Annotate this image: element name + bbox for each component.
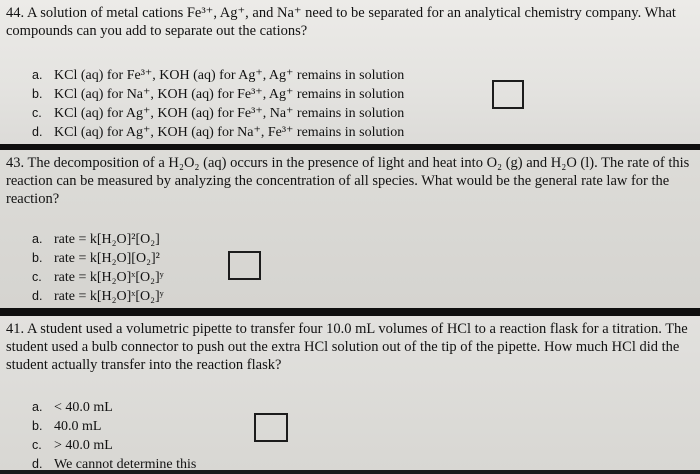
- option-text: rate = k[H₂O]²[O₂]: [54, 232, 160, 247]
- option-letter: c.: [32, 270, 42, 284]
- question-43-stem: [6, 150, 694, 208]
- question-44-stem: [6, 0, 694, 40]
- option-text: 40.0 mL: [54, 419, 102, 434]
- option-43-a: [32, 230, 164, 249]
- option-letter: c.: [32, 438, 42, 452]
- option-letter: b.: [32, 251, 43, 265]
- option-44-a: [32, 66, 404, 85]
- question-44-number: 44.: [6, 5, 25, 21]
- question-41-stem: [6, 316, 694, 374]
- option-44-d: [32, 123, 404, 142]
- question-41-text: A student used a volumetric pipette to transfer four 10.0 mL volumes of HCl to a reaction flask for a titration. The student used a bulb connector to push out the extra HCl solution out of the tip of the pipette. How much HCl did the student actually transfer into the reaction flask?: [6, 321, 688, 373]
- option-44-c: [32, 104, 404, 123]
- option-43-d: [32, 287, 164, 306]
- option-text: KCl (aq) for Na⁺, KOH (aq) for Fe³⁺, Ag⁺ remains in solution: [54, 87, 405, 102]
- option-text: > 40.0 mL: [54, 438, 113, 453]
- option-letter: a.: [32, 68, 43, 82]
- answer-box-43[interactable]: [228, 251, 261, 280]
- option-text: We cannot determine this: [54, 457, 197, 472]
- option-letter: d.: [32, 125, 43, 139]
- option-43-c: [32, 268, 164, 287]
- option-letter: a.: [32, 232, 43, 246]
- option-text: KCl (aq) for Fe³⁺, KOH (aq) for Ag⁺, Ag⁺ remains in solution: [54, 68, 405, 83]
- question-41-panel: [0, 316, 700, 470]
- divider: [0, 308, 700, 316]
- option-letter: a.: [32, 400, 43, 414]
- option-text: KCl (aq) for Ag⁺, KOH (aq) for Na⁺, Fe³⁺ remains in solution: [54, 125, 405, 140]
- option-text: rate = k[H₂O]ˣ[O₂]ʸ: [54, 289, 164, 304]
- answer-box-44[interactable]: [492, 80, 524, 109]
- option-44-b: [32, 85, 404, 104]
- option-letter: b.: [32, 87, 43, 101]
- option-41-a: [32, 398, 196, 417]
- question-44-panel: [0, 0, 700, 144]
- option-text: rate = k[H₂O]ˣ[O₂]ʸ: [54, 270, 164, 285]
- question-44-text: A solution of metal cations Fe³⁺, Ag⁺, and Na⁺ need to be separated for an analytical chemistry company. What compounds can you add to separate out the cations?: [6, 5, 676, 39]
- option-43-b: [32, 249, 164, 268]
- option-letter: c.: [32, 106, 42, 120]
- question-41-number: 41.: [6, 321, 25, 337]
- question-41-options: [32, 398, 196, 474]
- question-44-options: [32, 66, 404, 142]
- answer-box-41[interactable]: [254, 413, 288, 442]
- option-letter: b.: [32, 419, 43, 433]
- option-text: < 40.0 mL: [54, 400, 113, 415]
- option-41-b: [32, 417, 196, 436]
- question-43-text: The decomposition of a H₂O₂ (aq) occurs in the presence of light and heat into O₂ (g) and H₂O (l). The rate of this reaction can be measured by analyzing the concentration of all species. What would be the general rate law for the reaction?: [6, 155, 690, 207]
- option-41-d: [32, 455, 196, 474]
- question-43-panel: [0, 150, 700, 308]
- option-letter: d.: [32, 289, 43, 303]
- option-41-c: [32, 436, 196, 455]
- question-43-number: 43.: [6, 155, 25, 171]
- option-text: KCl (aq) for Ag⁺, KOH (aq) for Fe³⁺, Na⁺ remains in solution: [54, 106, 405, 121]
- question-43-options: [32, 230, 164, 306]
- option-text: rate = k[H₂O][O₂]²: [54, 251, 160, 266]
- option-letter: d.: [32, 457, 43, 471]
